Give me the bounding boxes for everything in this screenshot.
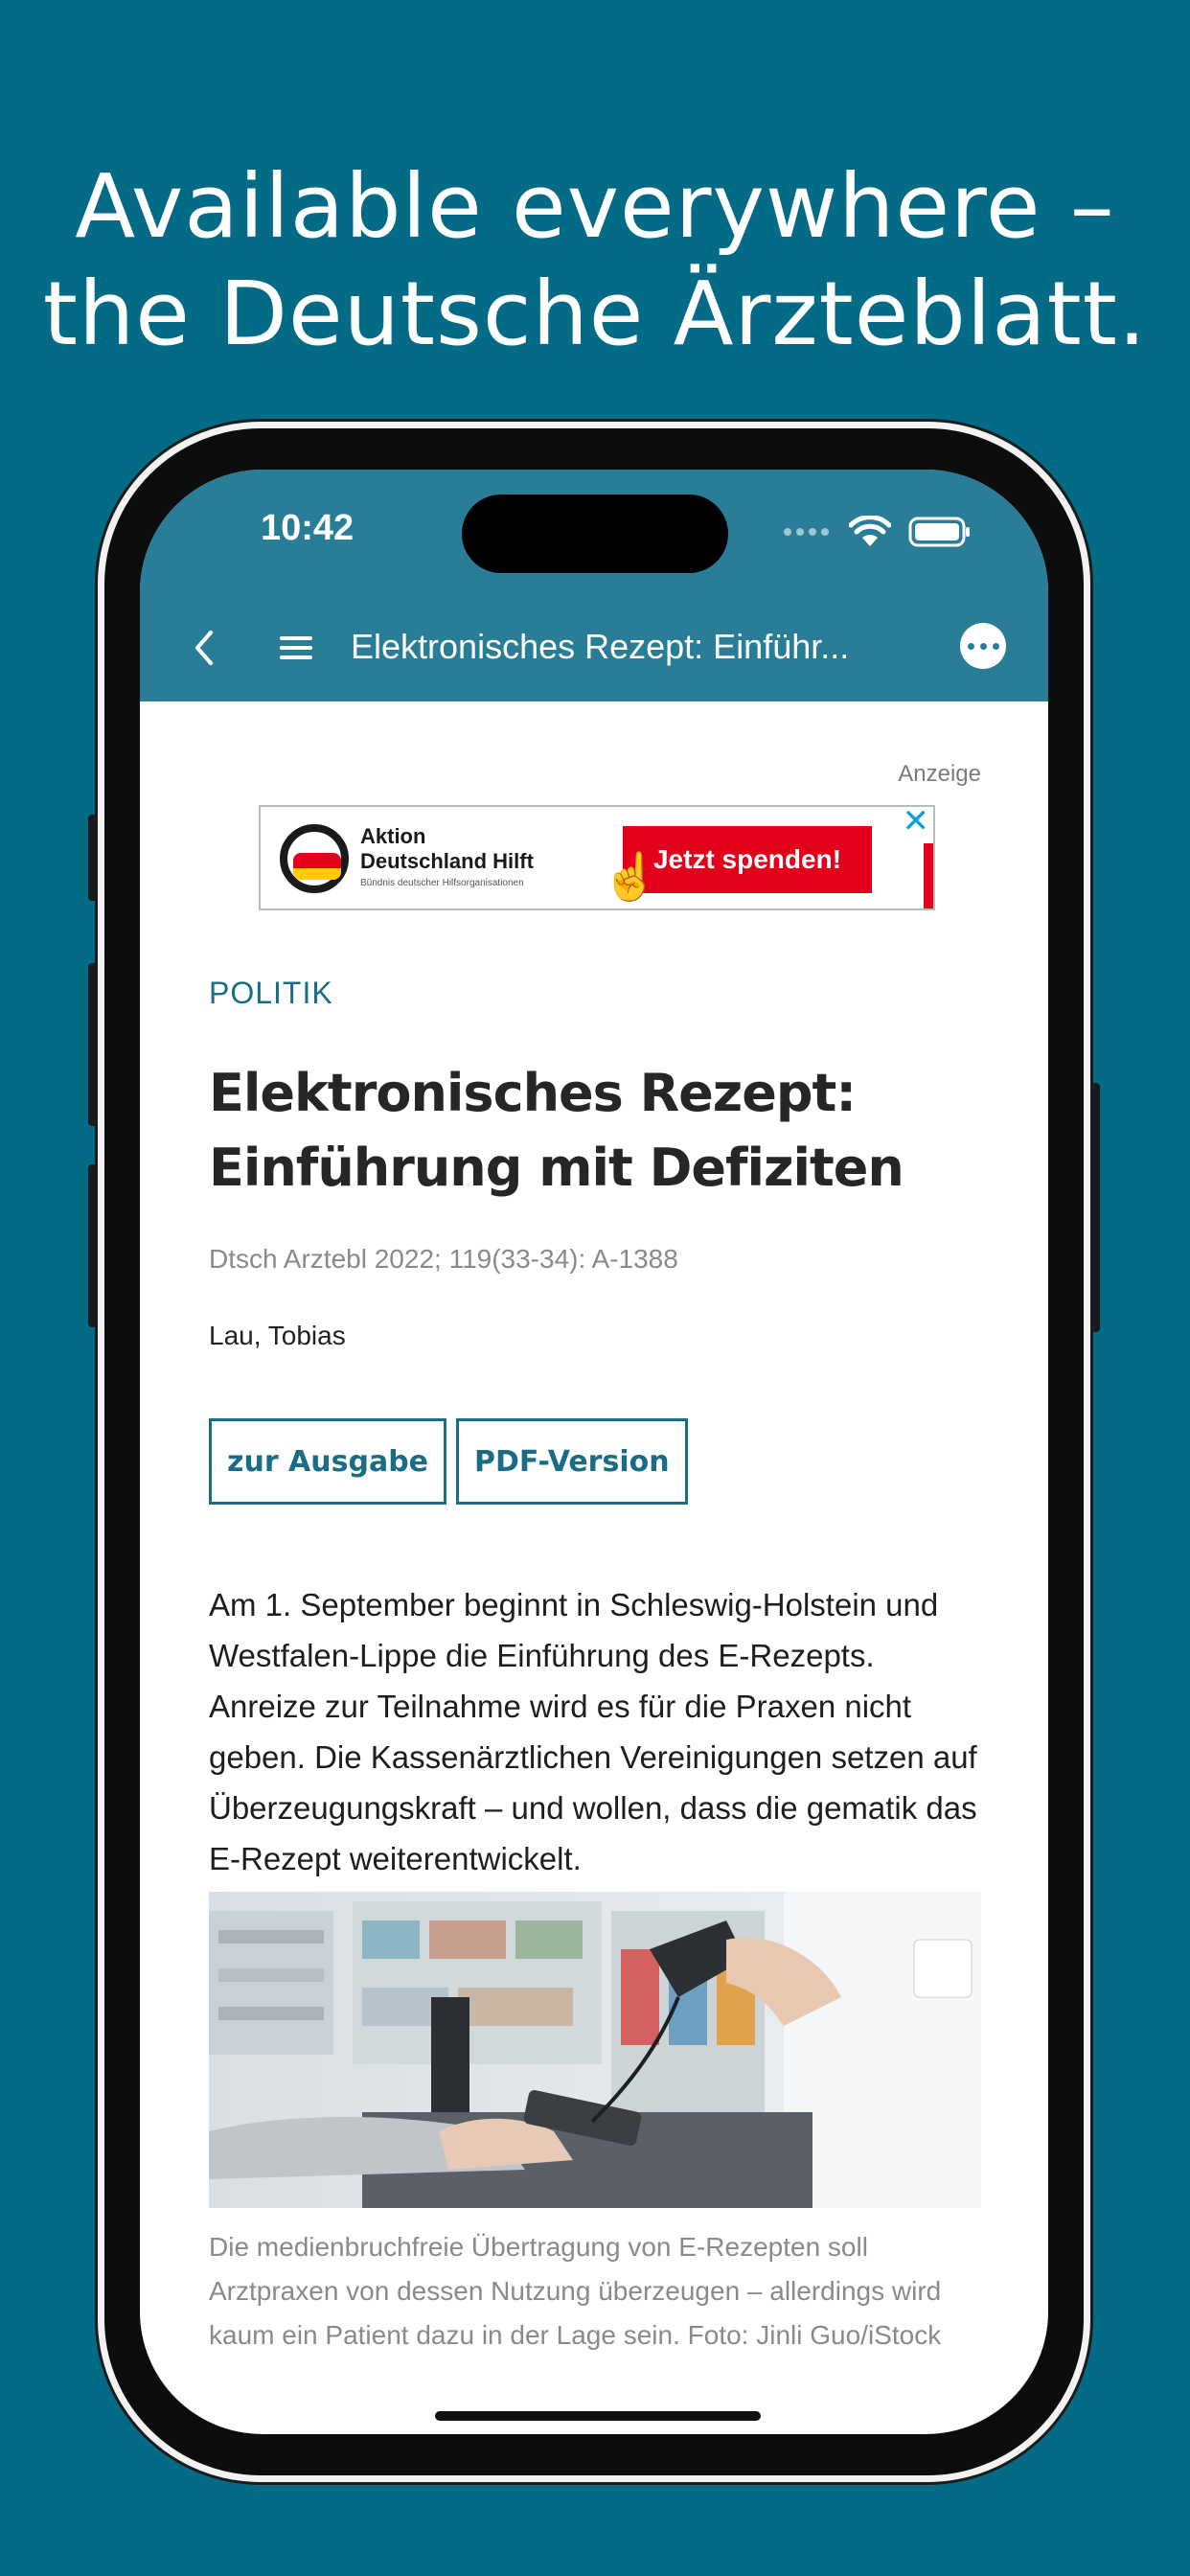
article-author[interactable]: Lau, Tobias bbox=[209, 1321, 346, 1350]
article-citation: Dtsch Arztebl 2022; 119(33-34): A-1388 bbox=[209, 1244, 678, 1274]
navigation-bar bbox=[140, 613, 1048, 682]
article-section[interactable]: POLITIK bbox=[209, 976, 333, 1010]
article-photo[interactable] bbox=[209, 1892, 981, 2208]
promo-line-1: Available everywhere – bbox=[75, 155, 1115, 258]
signal-icon bbox=[782, 525, 832, 539]
article-lead: Am 1. September beginnt in Schleswig-Holstein und Westfalen-Lippe die Einführung des E-Rezepts. Anreize zur Teilnahme wird es für die Praxen nicht geben. Die Kassenärztlichen Vereinigungen setzen auf Überzeugungskraft – und wollen, dass die gematik das E-Rezept weiterentwickelt. bbox=[209, 1587, 977, 1876]
ad-logo-icon bbox=[280, 824, 349, 893]
dynamic-island bbox=[462, 494, 728, 573]
ad-label: Anzeige bbox=[898, 761, 981, 787]
close-icon[interactable]: ✕ bbox=[902, 803, 929, 840]
pharmacy-photo-illustration bbox=[209, 1892, 981, 2208]
status-icons bbox=[782, 516, 972, 548]
pointer-hand-icon: ☝ bbox=[602, 852, 659, 903]
ad-donate-button[interactable]: Jetzt spenden! bbox=[623, 826, 872, 893]
ad-accent-stripe bbox=[924, 843, 933, 908]
status-time: 10:42 bbox=[261, 508, 355, 548]
side-button-volume-up bbox=[88, 963, 98, 1126]
issue-button[interactable]: zur Ausgabe bbox=[209, 1418, 446, 1505]
more-dot bbox=[980, 643, 987, 650]
article-title: Elektronisches Rezept: Einführung mit Defiziten bbox=[209, 1063, 904, 1198]
ad-brand-line-1: Aktion bbox=[360, 824, 426, 848]
photo-caption: Die medienbruchfreie Übertragung von E-Rezepten soll Arztpraxen von dessen Nutzung überzeugen – allerdings wird kaum ein Patient dazu in der Lage sein. Foto: Jinli Guo/iStock bbox=[209, 2232, 942, 2350]
chevron-left-icon[interactable] bbox=[186, 627, 224, 669]
hamburger-menu-icon[interactable] bbox=[278, 627, 316, 669]
side-button-power bbox=[1090, 1083, 1100, 1332]
more-dot bbox=[968, 643, 974, 650]
promo-line-2: the Deutsche Ärzteblatt. bbox=[42, 263, 1148, 365]
more-dot bbox=[993, 643, 999, 650]
side-button-volume-down bbox=[88, 1164, 98, 1327]
ad-brand-subtitle: Bündnis deutscher Hilfsorganisationen bbox=[360, 878, 524, 888]
ad-brand-line-2: Deutschland Hilft bbox=[360, 849, 534, 873]
side-button-mute bbox=[88, 815, 98, 901]
ad-banner[interactable] bbox=[259, 805, 935, 910]
ad-brand bbox=[360, 824, 534, 874]
phone-screen bbox=[140, 470, 1048, 2434]
home-indicator[interactable] bbox=[435, 2411, 761, 2421]
app-toolbar bbox=[140, 470, 1048, 702]
promo-headline bbox=[0, 153, 1190, 368]
pdf-button[interactable]: PDF-Version bbox=[456, 1418, 688, 1505]
battery-icon bbox=[908, 517, 972, 547]
wifi-icon bbox=[849, 516, 891, 548]
nav-title: Elektronisches Rezept: Einführ... bbox=[351, 627, 850, 666]
more-options-icon[interactable] bbox=[960, 623, 1006, 669]
article-actions bbox=[209, 1418, 688, 1505]
